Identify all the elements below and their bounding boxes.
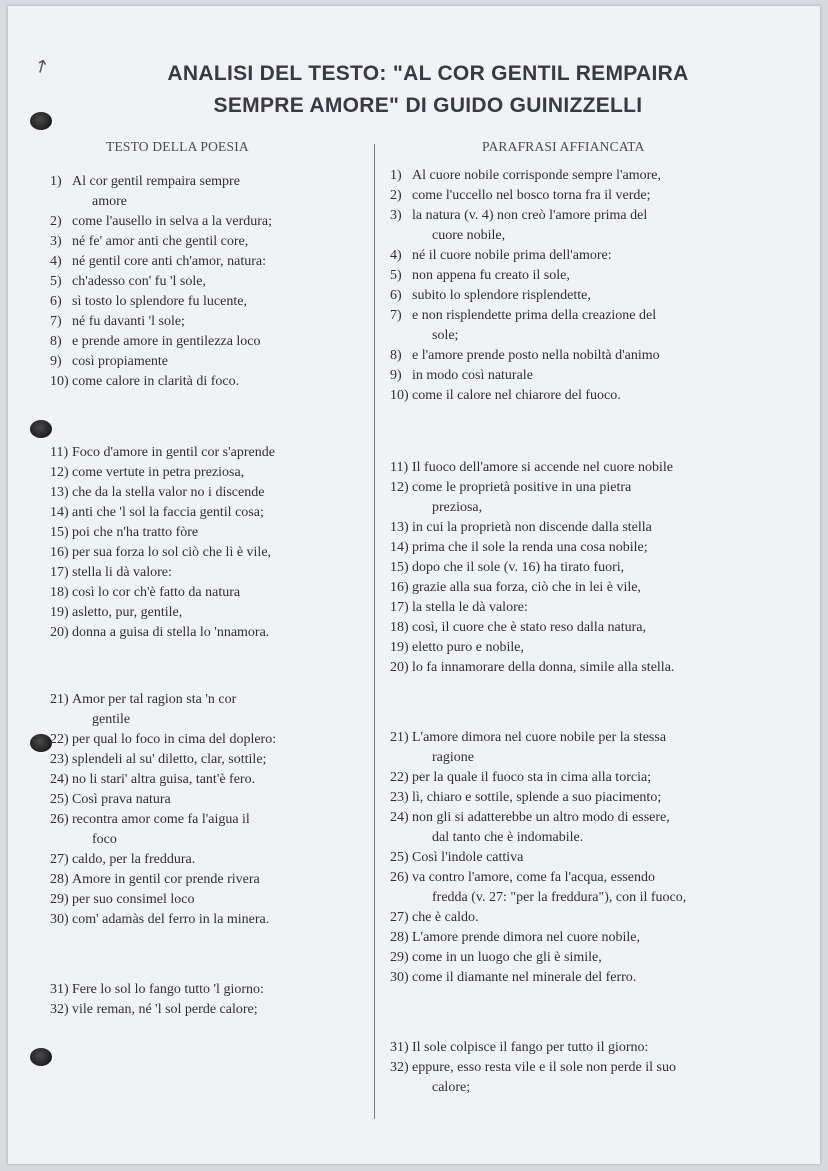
paraphrase-line [390, 266, 570, 286]
line-number: 22) [50, 732, 69, 747]
line-text: dopo che il sole (v. 16) ha tirato fuori, [412, 560, 625, 575]
poem-line [50, 1000, 258, 1020]
line-number: 16) [390, 580, 409, 595]
line-text: sole; [432, 328, 459, 343]
poem-line [50, 192, 127, 212]
line-text: in modo così naturale [412, 368, 533, 383]
line-number: 10) [390, 388, 409, 403]
line-text: né il cuore nobile prima dell'amore: [412, 248, 612, 263]
line-text: L'amore prende dimora nel cuore nobile, [412, 930, 640, 945]
poem-line [50, 830, 117, 850]
line-text: va contro l'amore, come fa l'acqua, essendo [412, 870, 655, 885]
pencil-mark: ↗ [29, 53, 54, 80]
line-text: lo fa innamorare della donna, simile alla stella. [412, 660, 675, 675]
line-number: 11) [390, 460, 409, 475]
line-number: 32) [50, 1002, 69, 1017]
line-text: come le proprietà positive in una pietra [412, 480, 632, 495]
paraphrase-line [390, 326, 458, 346]
paraphrase-line [390, 748, 474, 768]
paraphrase-line [390, 366, 533, 386]
line-number: 16) [50, 545, 69, 560]
line-number: 31) [50, 982, 69, 997]
line-text: che da la stella valor no i discende [72, 485, 265, 500]
line-text: Così l'indole cattiva [412, 850, 524, 865]
line-text: per sua forza lo sol ciò che lì è vile, [72, 545, 272, 560]
line-number: 24) [390, 810, 409, 825]
line-number: 12) [390, 480, 409, 495]
paraphrase-line [390, 538, 648, 558]
line-number: 8) [50, 334, 62, 349]
poem-line [50, 332, 261, 352]
poem-line [50, 750, 266, 770]
line-text: così, il cuore che è stato reso dalla natura, [412, 620, 647, 635]
line-number: 5) [50, 274, 62, 289]
document-title-line1: ANALISI DEL TESTO: "AL COR GENTIL REMPAIRA [167, 62, 689, 85]
line-number: 25) [50, 792, 69, 807]
line-number: 1) [50, 174, 62, 189]
line-number: 10) [50, 374, 69, 389]
line-text: amore [92, 194, 127, 209]
line-text: Il sole colpisce il fango per tutto il giorno: [412, 1040, 649, 1055]
paraphrase-line [390, 1078, 470, 1098]
paraphrase-line [390, 768, 651, 788]
line-text: come calore in clarità di foco. [72, 374, 240, 389]
poem-line [50, 352, 168, 372]
paraphrase-line [390, 828, 583, 848]
line-number: 6) [50, 294, 62, 309]
line-text: asletto, pur, gentile, [72, 605, 183, 620]
line-text: foco [92, 832, 117, 847]
paraphrase-line [390, 658, 674, 678]
line-number: 28) [390, 930, 409, 945]
line-number: 13) [390, 520, 409, 535]
line-text: come vertute in petra preziosa, [72, 465, 245, 480]
line-text: così propiamente [72, 354, 169, 369]
line-number: 2) [390, 188, 402, 203]
line-number: 13) [50, 485, 69, 500]
line-number: 32) [390, 1060, 409, 1075]
paraphrase-line [390, 186, 650, 206]
line-text: Foco d'amore in gentil cor s'aprende [72, 445, 275, 460]
poem-line [50, 910, 269, 930]
line-text: come il calore nel chiarore del fuoco. [412, 388, 621, 403]
poem-line [50, 212, 272, 232]
line-text: in cui la proprietà non discende dalla stella [412, 520, 652, 535]
line-number: 30) [390, 970, 409, 985]
paraphrase-line [390, 386, 621, 406]
poem-line [50, 543, 271, 563]
line-number: 31) [390, 1040, 409, 1055]
poem-line [50, 443, 275, 463]
line-text: cuore nobile, [432, 228, 506, 243]
line-number: 21) [390, 730, 409, 745]
line-text: poi che n'ha tratto fòre [72, 525, 199, 540]
line-text: Al cor gentil rempaira sempre [72, 174, 240, 189]
line-number: 17) [390, 600, 409, 615]
poem-line [50, 292, 247, 312]
line-text: come in un luogo che gli è simile, [412, 950, 602, 965]
punch-hole-icon [30, 420, 52, 438]
line-text: caldo, per la freddura. [72, 852, 196, 867]
line-text: per suo consimel loco [72, 892, 195, 907]
line-number: 8) [390, 348, 402, 363]
line-text: non appena fu creato il sole, [412, 268, 570, 283]
line-text: come l'ausello in selva a la verdura; [72, 214, 272, 229]
line-text: eppure, esso resta vile e il sole non perde il suo [412, 1060, 676, 1075]
line-number: 29) [390, 950, 409, 965]
poem-line [50, 870, 260, 890]
poem-line [50, 790, 171, 810]
line-number: 3) [50, 234, 62, 249]
poem-line [50, 463, 244, 483]
line-number: 25) [390, 850, 409, 865]
document-title-line2: SEMPRE AMORE" DI GUIDO GUINIZZELLI [213, 94, 643, 117]
line-text: eletto puro e nobile, [412, 640, 524, 655]
line-text: né fe' amor anti che gentil core, [72, 234, 249, 249]
line-text: calore; [432, 1080, 471, 1095]
line-number: 19) [50, 605, 69, 620]
line-number: 23) [390, 790, 409, 805]
line-number: 5) [390, 268, 402, 283]
line-number: 3) [390, 208, 402, 223]
line-number: 6) [390, 288, 402, 303]
poem-line [50, 272, 206, 292]
line-text: Amore in gentil cor prende rivera [72, 872, 260, 887]
paraphrase-line [390, 346, 660, 366]
paraphrase-line [390, 728, 666, 748]
line-number: 4) [390, 248, 402, 263]
line-text: la stella le dà valore: [412, 600, 528, 615]
line-text: donna a guisa di stella lo 'nnamora. [72, 625, 270, 640]
line-text: né gentil core anti ch'amor, natura: [72, 254, 266, 269]
paraphrase-line [390, 848, 523, 868]
line-number: 18) [50, 585, 69, 600]
line-number: 14) [50, 505, 69, 520]
line-text: prima che il sole la renda una cosa nobile; [412, 540, 648, 555]
line-number: 30) [50, 912, 69, 927]
paraphrase-line [390, 246, 612, 266]
poem-line [50, 710, 130, 730]
poem-line [50, 690, 236, 710]
line-number: 1) [390, 168, 402, 183]
line-text: la natura (v. 4) non creò l'amore prima del [412, 208, 648, 223]
paraphrase-line [390, 306, 656, 326]
paraphrase-line [390, 498, 482, 518]
line-text: no li stari' altra guisa, tant'è fero. [72, 772, 256, 787]
poem-line [50, 312, 185, 332]
line-text: splendeli al su' diletto, clar, sottile; [72, 752, 267, 767]
paraphrase-line [390, 166, 661, 186]
line-number: 19) [390, 640, 409, 655]
line-text: vile reman, né 'l sol perde calore; [72, 1002, 258, 1017]
line-text: Amor per tal ragion sta 'n cor [72, 692, 237, 707]
paraphrase-line [390, 908, 478, 928]
line-text: ch'adesso con' fu 'l sole, [72, 274, 206, 289]
paraphrase-line [390, 578, 641, 598]
paraphrase-line [390, 968, 636, 988]
line-number: 22) [390, 770, 409, 785]
line-number: 29) [50, 892, 69, 907]
paraphrase-line [390, 638, 524, 658]
line-number: 26) [50, 812, 69, 827]
line-text: Al cuore nobile corrisponde sempre l'amore, [412, 168, 661, 183]
line-number: 4) [50, 254, 62, 269]
line-number: 9) [50, 354, 62, 369]
paraphrase-line [390, 788, 661, 808]
poem-line [50, 850, 195, 870]
line-number: 14) [390, 540, 409, 555]
line-text: Così prava natura [72, 792, 171, 807]
poem-line [50, 730, 276, 750]
line-number: 28) [50, 872, 69, 887]
paraphrase-line [390, 618, 646, 638]
line-text: non gli si adatterebbe un altro modo di essere, [412, 810, 670, 825]
poem-line [50, 252, 266, 272]
poem-line [50, 583, 240, 603]
left-column-heading: TESTO DELLA POESIA [106, 139, 249, 154]
line-number: 7) [390, 308, 402, 323]
line-number: 11) [50, 445, 69, 460]
line-text: stella li dà valore: [72, 565, 172, 580]
line-text: preziosa, [432, 500, 483, 515]
paraphrase-line [390, 1038, 648, 1058]
poem-line [50, 770, 255, 790]
line-text: Il fuoco dell'amore si accende nel cuore nobile [412, 460, 674, 475]
line-text: come l'uccello nel bosco torna fra il verde; [412, 188, 651, 203]
paraphrase-line [390, 808, 670, 828]
line-text: lì, chiaro e sottile, splende a suo piacimento; [412, 790, 662, 805]
line-number: 23) [50, 752, 69, 767]
line-number: 21) [50, 692, 69, 707]
punch-hole-icon [30, 1048, 52, 1066]
line-text: anti che 'l sol la faccia gentil cosa; [72, 505, 264, 520]
paraphrase-line [390, 558, 624, 578]
poem-line [50, 483, 264, 503]
paraphrase-line [390, 868, 655, 888]
line-text: ragione [432, 750, 474, 765]
line-text: gentile [92, 712, 131, 727]
poem-line [50, 563, 172, 583]
poem-line [50, 372, 239, 392]
line-number: 15) [50, 525, 69, 540]
line-text: così lo cor ch'è fatto da natura [72, 585, 241, 600]
right-column-heading: PARAFRASI AFFIANCATA [482, 139, 645, 154]
line-text: che è caldo. [412, 910, 479, 925]
line-text: subito lo splendore risplendette, [412, 288, 591, 303]
line-text: come il diamante nel minerale del ferro. [412, 970, 637, 985]
poem-line [50, 232, 248, 252]
paraphrase-line [390, 948, 602, 968]
poem-line [50, 623, 269, 643]
line-number: 18) [390, 620, 409, 635]
paraphrase-line [390, 1058, 676, 1078]
line-text: né fu davanti 'l sole; [72, 314, 185, 329]
line-text: per la quale il fuoco sta in cima alla torcia; [412, 770, 652, 785]
line-text: L'amore dimora nel cuore nobile per la stessa [412, 730, 667, 745]
line-number: 7) [50, 314, 62, 329]
paraphrase-line [390, 928, 640, 948]
line-number: 20) [390, 660, 409, 675]
line-number: 26) [390, 870, 409, 885]
line-number: 27) [390, 910, 409, 925]
poem-line [50, 890, 194, 910]
line-number: 24) [50, 772, 69, 787]
paraphrase-line [390, 226, 505, 246]
line-number: 15) [390, 560, 409, 575]
line-number: 9) [390, 368, 402, 383]
line-text: e l'amore prende posto nella nobiltà d'animo [412, 348, 660, 363]
line-text: recontra amor come fa l'aigua il [72, 812, 250, 827]
column-divider [374, 144, 375, 1119]
punch-hole-icon [30, 734, 52, 752]
paper-sheet [8, 6, 820, 1164]
line-text: grazie alla sua forza, ciò che in lei è vile, [412, 580, 641, 595]
line-text: dal tanto che è indomabile. [432, 830, 584, 845]
paraphrase-line [390, 478, 631, 498]
line-text: e prende amore in gentilezza loco [72, 334, 261, 349]
line-number: 27) [50, 852, 69, 867]
paraphrase-line [390, 458, 673, 478]
line-text: com' adamàs del ferro in la minera. [72, 912, 270, 927]
paraphrase-line [390, 206, 647, 226]
poem-line [50, 980, 264, 1000]
line-number: 17) [50, 565, 69, 580]
line-number: 20) [50, 625, 69, 640]
paraphrase-line [390, 598, 528, 618]
paraphrase-line [390, 888, 686, 908]
paraphrase-line [390, 518, 652, 538]
line-text: per qual lo foco in cima del doplero: [72, 732, 277, 747]
poem-line [50, 810, 250, 830]
line-text: Fere lo sol lo fango tutto 'l giorno: [72, 982, 264, 997]
line-text: sì tosto lo splendore fu lucente, [72, 294, 247, 309]
poem-line [50, 603, 182, 623]
line-text: e non risplendette prima della creazione del [412, 308, 657, 323]
line-number: 2) [50, 214, 62, 229]
poem-line [50, 503, 264, 523]
line-text: fredda (v. 27: "per la freddura"), con il fuoco, [432, 890, 687, 905]
poem-line [50, 523, 198, 543]
poem-line [50, 172, 240, 192]
paraphrase-line [390, 286, 591, 306]
line-number: 12) [50, 465, 69, 480]
